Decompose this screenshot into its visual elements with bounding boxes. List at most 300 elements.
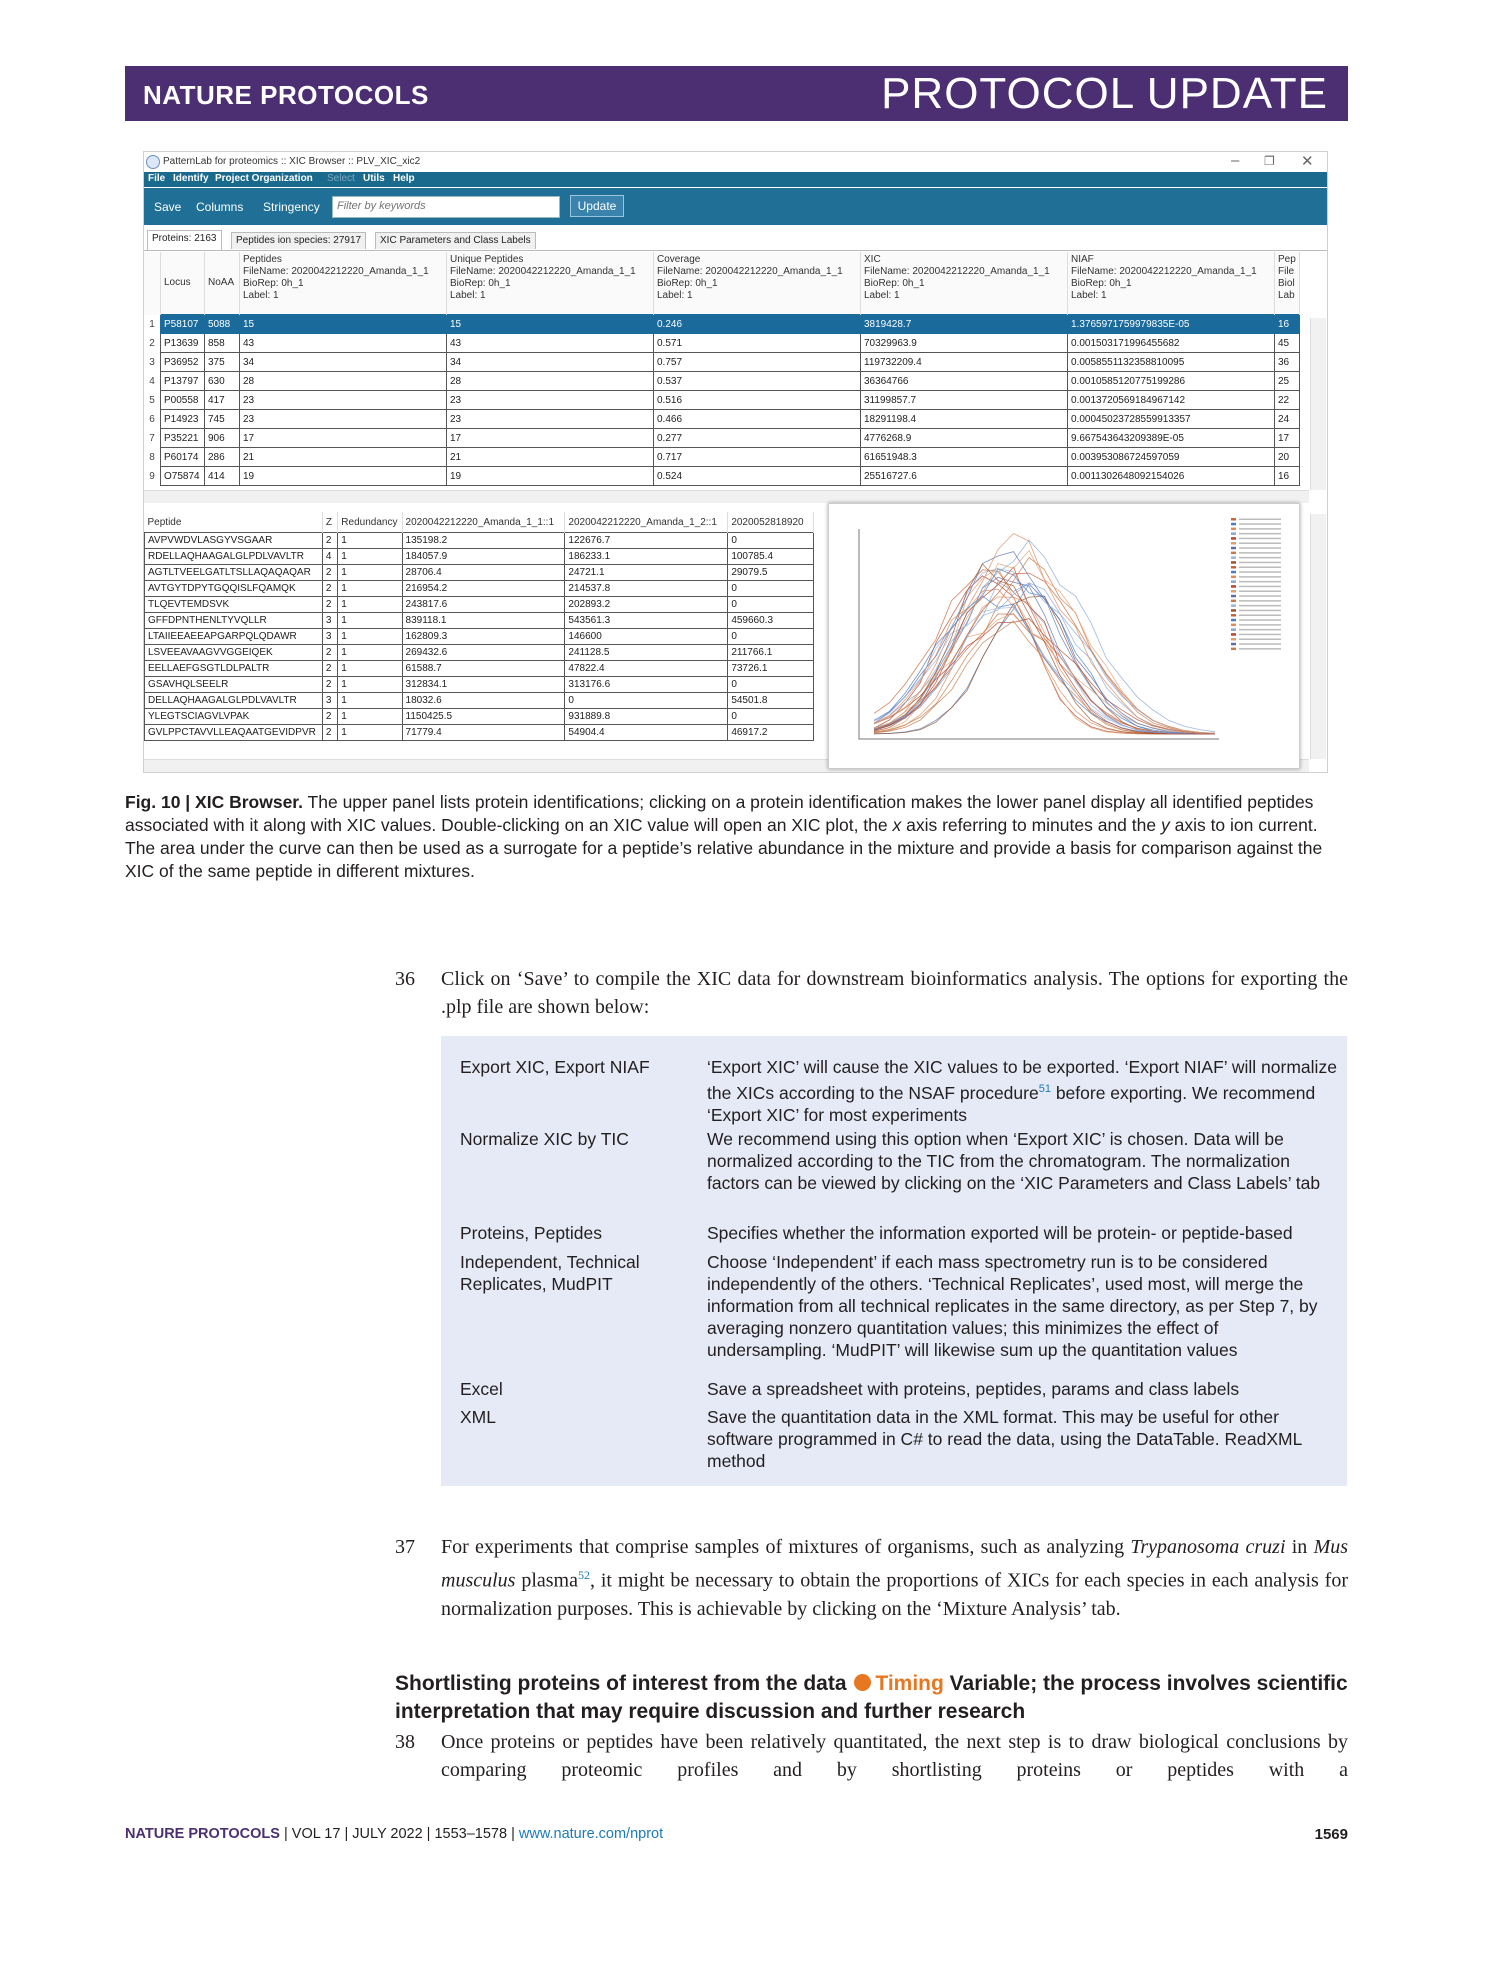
legend-entry bbox=[1239, 600, 1281, 602]
table-cell[interactable]: 312834.1 bbox=[402, 677, 565, 693]
protein-grid bbox=[144, 252, 1309, 498]
legend-entry bbox=[1239, 543, 1281, 545]
legend-swatch bbox=[1231, 547, 1236, 550]
table-cell[interactable]: 5088 bbox=[205, 315, 240, 334]
table-cell[interactable]: 25516727.6 bbox=[861, 467, 1068, 486]
table-cell[interactable]: 0 bbox=[728, 581, 814, 597]
table-cell[interactable]: 1150425.5 bbox=[402, 709, 565, 725]
peptide-row[interactable] bbox=[145, 725, 814, 741]
table-cell[interactable]: 47822.4 bbox=[565, 661, 728, 677]
row-number: 8 bbox=[149, 451, 155, 463]
legend-entry bbox=[1239, 639, 1281, 641]
peptide-row[interactable] bbox=[145, 581, 814, 597]
table-cell[interactable]: 1 bbox=[338, 629, 402, 645]
toolbar bbox=[144, 188, 1327, 225]
table-cell[interactable]: 34 bbox=[240, 353, 447, 372]
table-cell[interactable]: 45 bbox=[1275, 334, 1300, 353]
table-cell[interactable]: 0 bbox=[565, 693, 728, 709]
table-cell[interactable]: 3 bbox=[322, 693, 337, 709]
legend-entry bbox=[1239, 567, 1281, 569]
table-cell[interactable]: 1 bbox=[338, 725, 402, 741]
table-cell[interactable]: 71779.4 bbox=[402, 725, 565, 741]
table-cell[interactable]: 43 bbox=[240, 334, 447, 353]
table-cell[interactable]: 21 bbox=[447, 448, 654, 467]
table-cell[interactable]: LSVEEAVAAGVVGGEIQEK bbox=[145, 645, 323, 661]
table-cell[interactable]: 241128.5 bbox=[565, 645, 728, 661]
table-cell[interactable]: GSAVHQLSEELR bbox=[145, 677, 323, 693]
table-cell[interactable]: GFFDPNTHENLTYVQLLR bbox=[145, 613, 323, 629]
col-header-pep[interactable] bbox=[1275, 252, 1300, 315]
table-cell[interactable]: 0 bbox=[728, 533, 814, 549]
table-cell[interactable]: 16 bbox=[1275, 315, 1300, 334]
table-cell[interactable]: 2 bbox=[322, 725, 337, 741]
col-header-coverage[interactable] bbox=[654, 252, 861, 315]
legend-swatch bbox=[1231, 648, 1236, 651]
peptide-grid bbox=[144, 512, 814, 760]
table-cell[interactable]: 15 bbox=[240, 315, 447, 334]
hdr-line: Label: 1 bbox=[657, 290, 693, 301]
table-cell[interactable]: 70329963.9 bbox=[861, 334, 1068, 353]
legend-entry bbox=[1239, 552, 1281, 554]
table-cell[interactable]: EELLAEFGSGTLDLPALTR bbox=[145, 661, 323, 677]
table-cell[interactable]: 2 bbox=[322, 677, 337, 693]
table-cell[interactable]: 23 bbox=[240, 391, 447, 410]
app-icon bbox=[146, 155, 160, 169]
legend-entry bbox=[1239, 576, 1281, 578]
hdr-line: FileName: 2020042212220_Amanda_1_1 bbox=[243, 266, 429, 277]
table-cell[interactable]: 0.516 bbox=[654, 391, 861, 410]
table-cell[interactable]: 1 bbox=[338, 533, 402, 549]
legend-swatch bbox=[1231, 528, 1236, 531]
table-cell[interactable]: 1 bbox=[338, 661, 402, 677]
peptide-row[interactable] bbox=[145, 693, 814, 709]
table-cell[interactable]: 214537.8 bbox=[565, 581, 728, 597]
peptide-row[interactable] bbox=[145, 661, 814, 677]
table-cell[interactable]: 0 bbox=[728, 709, 814, 725]
protein-table bbox=[144, 252, 1300, 486]
option-text: before exporting. We recommend ‘Export XIC’ for most experiments bbox=[707, 1082, 1316, 1125]
peptide-table bbox=[144, 512, 814, 741]
table-cell[interactable]: 17 bbox=[447, 429, 654, 448]
table-cell[interactable]: 0.524 bbox=[654, 467, 861, 486]
table-cell[interactable]: 0.717 bbox=[654, 448, 861, 467]
table-cell[interactable]: O75874 bbox=[161, 467, 205, 486]
option-value: We recommend using this option when ‘Export XIC’ is chosen. Data will be normalized according to the TIC from the chromatogram. The normalization factors can be viewed by clicking on the ‘XIC Parameters and Class Labels’ tab bbox=[707, 1129, 1321, 1193]
peptide-row[interactable] bbox=[145, 645, 814, 661]
timing-label: Timing bbox=[875, 1672, 944, 1695]
hdr-line: BioRep: 0h_1 bbox=[450, 278, 511, 289]
table-cell[interactable]: 9.667543643209389E-05 bbox=[1068, 429, 1275, 448]
table-cell[interactable]: 186233.1 bbox=[565, 549, 728, 565]
table-cell[interactable]: AVPVWDVLASGYVSGAAR bbox=[145, 533, 323, 549]
caption-y: y bbox=[1160, 815, 1170, 835]
legend-swatch bbox=[1231, 556, 1236, 559]
step-37 bbox=[395, 1533, 1348, 1623]
menu-bar bbox=[144, 172, 1327, 187]
table-cell[interactable]: 0.571 bbox=[654, 334, 861, 353]
table-cell[interactable]: 906 bbox=[205, 429, 240, 448]
xic-browser-window bbox=[143, 151, 1328, 773]
table-cell[interactable]: P00558 bbox=[161, 391, 205, 410]
footer-volume: | VOL 17 | JULY 2022 | 1553–1578 | bbox=[279, 1826, 519, 1842]
table-cell[interactable]: 630 bbox=[205, 372, 240, 391]
peptide-row[interactable] bbox=[145, 629, 814, 645]
table-cell[interactable]: 2 bbox=[322, 661, 337, 677]
table-cell[interactable]: P36952 bbox=[161, 353, 205, 372]
table-cell[interactable]: 2 bbox=[322, 709, 337, 725]
table-cell[interactable]: 29079.5 bbox=[728, 565, 814, 581]
col-header-unique-peptides[interactable] bbox=[447, 252, 654, 315]
columns-button[interactable]: Columns bbox=[196, 200, 244, 214]
col-header-locus[interactable]: Locus bbox=[161, 252, 205, 315]
table-cell[interactable]: 16 bbox=[1275, 467, 1300, 486]
table-cell[interactable]: 0 bbox=[728, 597, 814, 613]
text-run: , it might be necessary to obtain the proportions of XICs for each species in each analysis for normalization purposes. This is achievable by clicking on the ‘Mixture Analysis’ tab. bbox=[441, 1569, 1348, 1620]
table-cell[interactable]: 122676.7 bbox=[565, 533, 728, 549]
table-cell[interactable]: 375 bbox=[205, 353, 240, 372]
text-run: in bbox=[1285, 1536, 1314, 1558]
row-number: 3 bbox=[149, 356, 155, 368]
legend-entry bbox=[1239, 610, 1281, 612]
table-cell[interactable]: 28 bbox=[240, 372, 447, 391]
close-icon[interactable]: ✕ bbox=[1301, 153, 1314, 170]
tab-xic-parameters[interactable]: XIC Parameters and Class Labels bbox=[375, 232, 536, 249]
hdr-line: Label: 1 bbox=[243, 290, 279, 301]
protein-row[interactable] bbox=[144, 391, 1299, 410]
hdr-line: Unique Peptides bbox=[450, 254, 524, 265]
table-cell[interactable]: 135198.2 bbox=[402, 533, 565, 549]
legend-swatch bbox=[1231, 609, 1236, 612]
table-cell[interactable]: 1 bbox=[338, 597, 402, 613]
peptide-row[interactable] bbox=[145, 677, 814, 693]
table-cell[interactable]: 3819428.7 bbox=[861, 315, 1068, 334]
table-cell[interactable]: 23 bbox=[447, 391, 654, 410]
table-cell[interactable]: YLEGTSCIAGVLVPAK bbox=[145, 709, 323, 725]
table-cell[interactable]: 61588.7 bbox=[402, 661, 565, 677]
table-cell[interactable]: 2 bbox=[322, 597, 337, 613]
menu-project-organization[interactable]: Project Organization bbox=[215, 173, 313, 184]
legend-swatch bbox=[1231, 552, 1236, 555]
hdr-line: Biol bbox=[1278, 278, 1295, 289]
table-cell[interactable]: 858 bbox=[205, 334, 240, 353]
table-cell[interactable]: P58107 bbox=[161, 315, 205, 334]
table-cell[interactable]: GVLPPCTAVVLLEAQAATGEVIDPVR bbox=[145, 725, 323, 741]
table-cell[interactable]: 146600 bbox=[565, 629, 728, 645]
caption-text: The upper panel lists protein identifications; clicking on a protein identification makes the lower panel display all identified peptides associated with it along with XIC values. Double-clicking on an XIC value will open an XIC plot, the bbox=[125, 792, 1314, 835]
journal-banner bbox=[125, 66, 1348, 121]
legend-swatch bbox=[1231, 604, 1236, 607]
tab-peptide-ion-species[interactable]: Peptides ion species: 27917 bbox=[231, 232, 366, 249]
table-cell[interactable]: 543561.3 bbox=[565, 613, 728, 629]
step-number: 38 bbox=[395, 1731, 415, 1753]
table-cell[interactable]: AVTGYTDPYTGQQISLFQAMQK bbox=[145, 581, 323, 597]
table-cell[interactable]: 100785.4 bbox=[728, 549, 814, 565]
footer-journal: NATURE PROTOCOLS bbox=[125, 1826, 280, 1842]
table-cell[interactable]: 3 bbox=[322, 629, 337, 645]
table-cell[interactable]: 17 bbox=[1275, 429, 1300, 448]
option-key: Independent, Technical Replicates, MudPIT bbox=[460, 1252, 640, 1294]
protein-vertical-scrollbar[interactable] bbox=[1310, 318, 1326, 490]
protein-horizontal-scrollbar[interactable] bbox=[144, 490, 1309, 503]
legend-swatch bbox=[1231, 537, 1236, 540]
hdr-line: Lab bbox=[1278, 290, 1295, 301]
table-cell[interactable]: 4 bbox=[322, 549, 337, 565]
table-cell[interactable]: 286 bbox=[205, 448, 240, 467]
table-cell[interactable]: 243817.6 bbox=[402, 597, 565, 613]
table-cell[interactable]: 28 bbox=[447, 372, 654, 391]
table-cell[interactable]: 2 bbox=[322, 645, 337, 661]
species-name: Mus musculus bbox=[441, 1536, 1349, 1592]
table-cell[interactable]: 119732209.4 bbox=[861, 353, 1068, 372]
table-cell[interactable]: 0.0013720569184967142 bbox=[1068, 391, 1275, 410]
update-button[interactable]: Update bbox=[570, 195, 624, 217]
hdr-line: FileName: 2020042212220_Amanda_1_1 bbox=[450, 266, 636, 277]
table-cell[interactable]: 2 bbox=[322, 581, 337, 597]
option-value bbox=[707, 1056, 1337, 1126]
table-cell[interactable]: 17 bbox=[240, 429, 447, 448]
hdr-line: File bbox=[1278, 266, 1295, 277]
row-number: 7 bbox=[149, 432, 155, 444]
table-cell[interactable]: 34 bbox=[447, 353, 654, 372]
table-cell[interactable]: 1 bbox=[338, 613, 402, 629]
table-cell[interactable]: P60174 bbox=[161, 448, 205, 467]
protein-row[interactable] bbox=[144, 315, 1299, 334]
table-cell[interactable]: 745 bbox=[205, 410, 240, 429]
hdr-line: FileName: 2020042212220_Amanda_1_1 bbox=[1071, 266, 1257, 277]
table-cell[interactable]: 1 bbox=[338, 581, 402, 597]
table-cell[interactable]: 19 bbox=[447, 467, 654, 486]
table-cell[interactable]: AGTLTVEELGATLTSLLAQAQAQAR bbox=[145, 565, 323, 581]
legend-entry bbox=[1239, 519, 1281, 521]
hdr-line: BioRep: 0h_1 bbox=[864, 278, 925, 289]
hdr-line: BioRep: 0h_1 bbox=[657, 278, 718, 289]
legend-swatch bbox=[1231, 595, 1236, 598]
table-cell[interactable]: 15 bbox=[447, 315, 654, 334]
caption-text: axis referring to minutes and the bbox=[901, 815, 1161, 835]
table-cell[interactable]: 931889.8 bbox=[565, 709, 728, 725]
option-key: Excel bbox=[460, 1379, 503, 1399]
peptide-row[interactable] bbox=[145, 533, 814, 549]
xic-plot-popup[interactable] bbox=[828, 503, 1300, 769]
col-header-run-2[interactable]: 2020042212220_Amanda_1_2::1 bbox=[565, 512, 728, 533]
table-cell[interactable]: 1 bbox=[338, 709, 402, 725]
peptide-row[interactable] bbox=[145, 565, 814, 581]
table-cell[interactable]: 54904.4 bbox=[565, 725, 728, 741]
table-cell[interactable]: DELLAQHAAGALGLPDLVAVLTR bbox=[145, 693, 323, 709]
legend-entry bbox=[1239, 547, 1281, 549]
table-cell[interactable]: 0.001503171996455682 bbox=[1068, 334, 1275, 353]
caption-text: axis to ion current. The area under the curve can then be used as a surrogate for a peptide’s relative abundance in the mixture and provide a basis for comparison against the XIC of the same peptide in different mixtures. bbox=[125, 815, 1323, 881]
table-cell[interactable]: 0.246 bbox=[654, 315, 861, 334]
section-label: PROTOCOL UPDATE bbox=[881, 69, 1328, 118]
table-cell[interactable]: 0.00045023728559913357 bbox=[1068, 410, 1275, 429]
table-cell[interactable]: 24721.1 bbox=[565, 565, 728, 581]
table-cell[interactable]: RDELLAQHAAGALGLPDLVAVLTR bbox=[145, 549, 323, 565]
menu-help[interactable]: Help bbox=[393, 173, 415, 184]
save-button[interactable]: Save bbox=[154, 200, 182, 214]
col-header-run-1[interactable]: 2020042212220_Amanda_1_1::1 bbox=[402, 512, 565, 533]
table-cell[interactable]: 839118.1 bbox=[402, 613, 565, 629]
menu-select[interactable]: Select bbox=[327, 173, 355, 184]
legend-entry bbox=[1239, 581, 1281, 583]
peptide-row[interactable] bbox=[145, 613, 814, 629]
col-header-noaa[interactable]: NoAA bbox=[205, 252, 240, 315]
table-cell[interactable]: 4776268.9 bbox=[861, 429, 1068, 448]
table-cell[interactable]: 1 bbox=[338, 565, 402, 581]
tab-proteins[interactable]: Proteins: 2163 bbox=[147, 230, 222, 250]
table-cell[interactable]: 202893.2 bbox=[565, 597, 728, 613]
legend-swatch bbox=[1231, 633, 1236, 636]
table-cell[interactable]: 36 bbox=[1275, 353, 1300, 372]
table-cell[interactable]: 184057.9 bbox=[402, 549, 565, 565]
table-cell[interactable]: 31199857.7 bbox=[861, 391, 1068, 410]
legend-entry bbox=[1239, 533, 1281, 535]
hdr-line: FileName: 2020042212220_Amanda_1_1 bbox=[864, 266, 1050, 277]
row-number: 1 bbox=[144, 315, 161, 334]
hdr-line: NIAF bbox=[1071, 254, 1094, 265]
legend-swatch bbox=[1231, 624, 1236, 627]
subheading-title: Shortlisting proteins of interest from the data bbox=[395, 1672, 847, 1695]
protein-row[interactable] bbox=[144, 372, 1299, 391]
table-cell[interactable]: 0 bbox=[728, 677, 814, 693]
citation-51[interactable]: 51 bbox=[1038, 1083, 1051, 1095]
legend-swatch bbox=[1231, 585, 1236, 588]
col-header-redundancy[interactable]: Redundancy bbox=[338, 512, 402, 533]
table-cell[interactable]: 43 bbox=[447, 334, 654, 353]
table-cell[interactable]: 2 bbox=[322, 565, 337, 581]
table-cell[interactable]: 0.277 bbox=[654, 429, 861, 448]
xic-curve bbox=[874, 619, 1215, 734]
hdr-line: Label: 1 bbox=[1071, 290, 1107, 301]
legend-swatch bbox=[1231, 518, 1236, 521]
minimize-icon[interactable]: – bbox=[1231, 152, 1240, 169]
hdr-line: Peptides bbox=[243, 254, 282, 265]
table-cell[interactable]: 54501.8 bbox=[728, 693, 814, 709]
peptide-vertical-scrollbar[interactable] bbox=[1310, 514, 1326, 759]
table-cell[interactable]: 23 bbox=[447, 410, 654, 429]
legend-entry bbox=[1239, 571, 1281, 573]
table-cell[interactable]: 459660.3 bbox=[728, 613, 814, 629]
table-cell[interactable]: 313176.6 bbox=[565, 677, 728, 693]
table-cell[interactable]: 211766.1 bbox=[728, 645, 814, 661]
protein-row[interactable] bbox=[144, 410, 1299, 429]
col-header-xic[interactable] bbox=[861, 252, 1068, 315]
legend-entry bbox=[1239, 586, 1281, 588]
legend-swatch bbox=[1231, 628, 1236, 631]
option-value: Specifies whether the information exported will be protein- or peptide-based bbox=[707, 1223, 1293, 1243]
protein-row[interactable] bbox=[144, 334, 1299, 353]
table-cell[interactable]: 1 bbox=[338, 677, 402, 693]
table-cell[interactable]: 0.0058551132358810095 bbox=[1068, 353, 1275, 372]
protein-row[interactable] bbox=[144, 467, 1299, 486]
table-cell[interactable]: 0.0011302648092154026 bbox=[1068, 467, 1275, 486]
table-cell[interactable]: P13797 bbox=[161, 372, 205, 391]
table-cell[interactable]: 23 bbox=[240, 410, 447, 429]
filter-field bbox=[332, 196, 560, 218]
figure-caption bbox=[125, 791, 1348, 883]
legend-entry bbox=[1239, 634, 1281, 636]
page-footer bbox=[125, 1826, 1348, 1842]
table-cell[interactable]: 28706.4 bbox=[402, 565, 565, 581]
menu-identify[interactable]: Identify bbox=[173, 173, 209, 184]
row-number: 2 bbox=[149, 337, 155, 349]
col-header-peptide[interactable]: Peptide bbox=[145, 512, 323, 533]
table-cell[interactable]: 61651948.3 bbox=[861, 448, 1068, 467]
table-cell[interactable]: 0.0010585120775199286 bbox=[1068, 372, 1275, 391]
journal-name: NATURE PROTOCOLS bbox=[143, 80, 429, 110]
table-cell[interactable]: 25 bbox=[1275, 372, 1300, 391]
table-cell[interactable]: 20 bbox=[1275, 448, 1300, 467]
table-cell[interactable]: 1 bbox=[338, 693, 402, 709]
protein-row[interactable] bbox=[144, 353, 1299, 372]
rownum-header bbox=[144, 252, 161, 315]
table-cell[interactable]: 1 bbox=[338, 549, 402, 565]
footer-url[interactable]: www.nature.com/nprot bbox=[518, 1826, 664, 1842]
protein-row[interactable] bbox=[144, 429, 1299, 448]
table-cell[interactable]: 0.466 bbox=[654, 410, 861, 429]
table-cell[interactable]: LTAIIEEAEEAPGARPQLQDAWR bbox=[145, 629, 323, 645]
table-cell[interactable]: 18032.6 bbox=[402, 693, 565, 709]
hdr-line: Label: 1 bbox=[450, 290, 486, 301]
table-cell[interactable]: 0.003953086724597059 bbox=[1068, 448, 1275, 467]
stringency-button[interactable]: Stringency bbox=[263, 200, 320, 214]
col-header-run-3[interactable]: 2020052818920 bbox=[728, 512, 814, 533]
table-cell[interactable]: 24 bbox=[1275, 410, 1300, 429]
table-cell[interactable]: 18291198.4 bbox=[861, 410, 1068, 429]
table-cell[interactable]: 19 bbox=[240, 467, 447, 486]
col-header-peptides[interactable] bbox=[240, 252, 447, 315]
filter-input[interactable] bbox=[333, 197, 559, 215]
hdr-line: Coverage bbox=[657, 254, 701, 265]
table-cell[interactable]: 73726.1 bbox=[728, 661, 814, 677]
protein-row[interactable] bbox=[144, 448, 1299, 467]
legend-swatch bbox=[1231, 561, 1236, 564]
peptide-row[interactable] bbox=[145, 549, 814, 565]
table-cell[interactable]: 0.757 bbox=[654, 353, 861, 372]
restore-icon[interactable]: ❐ bbox=[1264, 154, 1275, 168]
table-cell[interactable]: P14923 bbox=[161, 410, 205, 429]
peptide-row[interactable] bbox=[145, 597, 814, 613]
table-cell[interactable]: 1.3765971759979835E-05 bbox=[1068, 315, 1275, 334]
table-cell[interactable]: 21 bbox=[240, 448, 447, 467]
table-cell[interactable]: 417 bbox=[205, 391, 240, 410]
menu-utils[interactable]: Utils bbox=[363, 173, 385, 184]
menu-file[interactable]: File bbox=[148, 173, 166, 184]
table-cell[interactable]: 22 bbox=[1275, 391, 1300, 410]
table-cell[interactable]: 0.537 bbox=[654, 372, 861, 391]
table-cell[interactable]: 269432.6 bbox=[402, 645, 565, 661]
table-cell[interactable]: 1 bbox=[338, 645, 402, 661]
peptide-row[interactable] bbox=[145, 709, 814, 725]
step-text: Once proteins or peptides have been relatively quantitated, the next step is to draw biological conclusions by comparing proteomic profiles and by shortlisting proteins or peptides with a bbox=[441, 1731, 1348, 1781]
table-cell[interactable]: P13639 bbox=[161, 334, 205, 353]
col-header-niaf[interactable] bbox=[1068, 252, 1275, 315]
table-cell[interactable]: 2 bbox=[322, 533, 337, 549]
table-cell[interactable]: 0 bbox=[728, 629, 814, 645]
table-cell[interactable]: 3 bbox=[322, 613, 337, 629]
tab-strip bbox=[144, 230, 1327, 251]
table-cell[interactable]: 162809.3 bbox=[402, 629, 565, 645]
col-header-z[interactable]: Z bbox=[322, 512, 337, 533]
window-titlebar bbox=[144, 152, 1327, 172]
table-cell[interactable]: 216954.2 bbox=[402, 581, 565, 597]
table-cell[interactable]: 46917.2 bbox=[728, 725, 814, 741]
table-cell[interactable]: TLQEVTEMDSVK bbox=[145, 597, 323, 613]
table-cell[interactable]: 414 bbox=[205, 467, 240, 486]
table-cell[interactable]: P35221 bbox=[161, 429, 205, 448]
table-cell[interactable]: 36364766 bbox=[861, 372, 1068, 391]
citation-52[interactable]: 52 bbox=[577, 1568, 590, 1582]
